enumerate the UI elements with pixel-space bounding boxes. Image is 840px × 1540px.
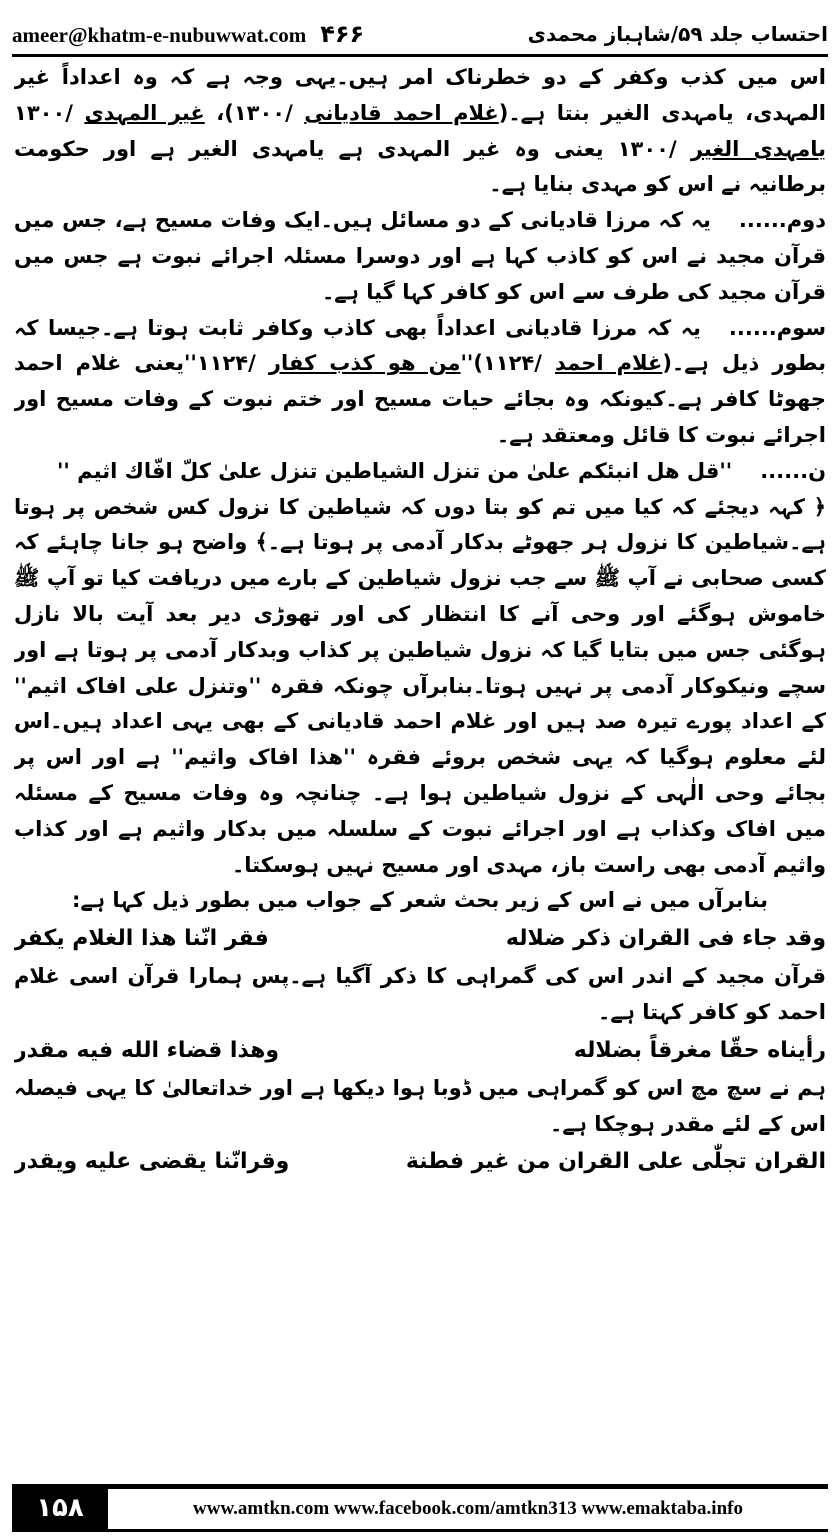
verse-hemistich: رأيناه حقّا مغرقاً بضلاله [573, 1037, 826, 1063]
quranic-verse: ''قل هل انبئكم علىٰ من تنزل الشياطين تنزل علىٰ كلّ افّاك اثيم '' [57, 458, 733, 483]
footer-links[interactable]: www.amtkn.com www.facebook.com/amtkn313 www.emaktaba.info [108, 1484, 828, 1532]
verse-hemistich: القران تجلّٰى على القران من غير فطنة [405, 1149, 826, 1175]
paragraph-4: ﴿ کہہ دیجئے کہ کیا میں تم کو بتا دوں کہ شیاطین کا نزول کس شخص پر ہوتا ہے۔شیاطین کا نزول ہر جھوٹے بدکار آدمی پر ہوتا ہے۔﴾ واضح ہو جانا چاہئے کہ کسی صحابی نے آپ ﷺ سے جب نزول شیاطین کے بارے میں دریافت کیا تو آپ ﷺ خاموش ہوگئے اور وحی آنے کا انتظار کی اور تھوڑی دیر بعد آیت بالا نازل ہوگئی جس میں بتایا گیا کہ نزول شیاطین پر کذاب وبدکار آدمی پر ہوتا ہے اور سچے ونیکوکار آدمی پر نہیں ہوتا۔بنابرآں چونکہ فقرہ ''وتنزل علی افاک اثیم'' کے اعداد پورے تیرہ صد ہیں اور غلام احمد قادیانی کے بھی یہی اعداد ہیں۔اس لئے معلوم ہوگیا کہ یہی شخص بروئے فقرہ ''هذا افاک واثیم'' ہے اور اس پر بجائے وحی الٰہی کے نزول شیاطین ہوا ہے۔ چنانچہ وہ وفات مسیح کے مسئلہ میں افاک وکذاب ہے اور اجرائے نبوت کے سلسلہ میں بدکار واثیم ہے اور کذاب واثیم آدمی بھی راست باز، مہدی اور مسیح نہیں ہوسکتا۔ [14, 494, 826, 877]
poem-verse-3 [14, 1142, 826, 1182]
verse-hemistich: وهذا قضاء الله فيه مقدر [14, 1037, 280, 1063]
section-label: دوم...... [738, 208, 826, 233]
paragraph-1: اس میں کذب وکفر کے دو خطرناک امر ہیں۔یہی وجہ ہے کہ وہ اعداداً غیر المہدی، یامہدی الغیر بنتا ہے۔(غلام احمد قادیانی /۱۳۰۰)، غیر المہدی /۱۳۰۰ یامہدی الغیر /۱۳۰۰ یعنی وہ غیر المہدی ہے یامہدی الغیر ہے اور حکومت برطانیہ نے اس کو مہدی بنایا ہے۔ [14, 65, 826, 197]
section-label: سوم...... [728, 315, 826, 340]
underlined-term: غلام احمد قادیانی [304, 100, 499, 125]
verse-translation-2: ہم نے سچ مچ اس کو گمراہی میں ڈوبا ہوا دیکھا ہے اور خداتعالیٰ کا یہی فیصلہ اس کے لئے مقدر ہوچکا ہے۔ [14, 1075, 826, 1136]
paragraph-3: سوم......یہ کہ مرزا قادیانی اعداداً بھی کاذب وکافر ثابت ہوتا ہے۔جیسا کہ بطور ذیل ہے۔(غلام احمد /۱۱۲۴)''من هو كذب كفار /۱۱۲۴''یعنی غلام احمد جھوٹا کافر ہے۔کیونکہ وہ بجائے حیات مسیح اور ختم نبوت کے وفات مسیح اور اجرائے نبوت کا قائل ومعتقد ہے۔ [14, 315, 826, 447]
header-page-number: ۴۶۶ [320, 20, 365, 48]
poem-intro: بنابرآں میں نے اس کے زیر بحث شعر کے جواب میں بطور ذیل کہا ہے: [72, 888, 768, 913]
underlined-term: من هو كذب كفار [268, 351, 461, 376]
page-header [12, 14, 828, 57]
verse-hemistich: وقرانّنا يقضى عليه ويقدر [14, 1149, 290, 1175]
underlined-term: یامہدی الغیر [690, 136, 826, 161]
poem-verse-2 [14, 1031, 826, 1071]
header-email[interactable]: ameer@khatm-e-nubuwwat.com [12, 23, 307, 47]
underlined-term: غلام احمد [555, 351, 663, 376]
verse-hemistich: فقر انّنا هذا الغلام يكفر [14, 926, 269, 952]
section-label: ن...... [760, 458, 826, 483]
paragraph-4-verse [14, 454, 826, 490]
footer-page-number: ۱۵۸ [12, 1484, 108, 1532]
poem-verse-1 [14, 919, 826, 959]
verse-hemistich: وقد جاء فى القران ذكر ضلاله [505, 926, 826, 952]
header-left [12, 20, 364, 48]
paragraph-2: دوم......یہ کہ مرزا قادیانی کے دو مسائل ہیں۔ایک وفات مسیح ہے، جس میں قرآن مجید نے اس کو کاذب کہا ہے اور دوسرا مسئلہ اجرائے نبوت ہے جس میں قرآن مجید کی طرف سے اس کو کافر کہا گیا ہے۔ [14, 208, 826, 304]
page-body [14, 60, 826, 1475]
verse-translation-1: قرآن مجید کے اندر اس کی گمراہی کا ذکر آگیا ہے۔پس ہمارا قرآن اسی غلام احمد کو کافر کہتا ہے۔ [14, 964, 826, 1024]
header-volume-title: احتساب جلد ۵۹/شاہباز محمدی [527, 22, 828, 46]
page-footer [12, 1484, 828, 1532]
underlined-term: غیر المہدی [84, 100, 205, 125]
